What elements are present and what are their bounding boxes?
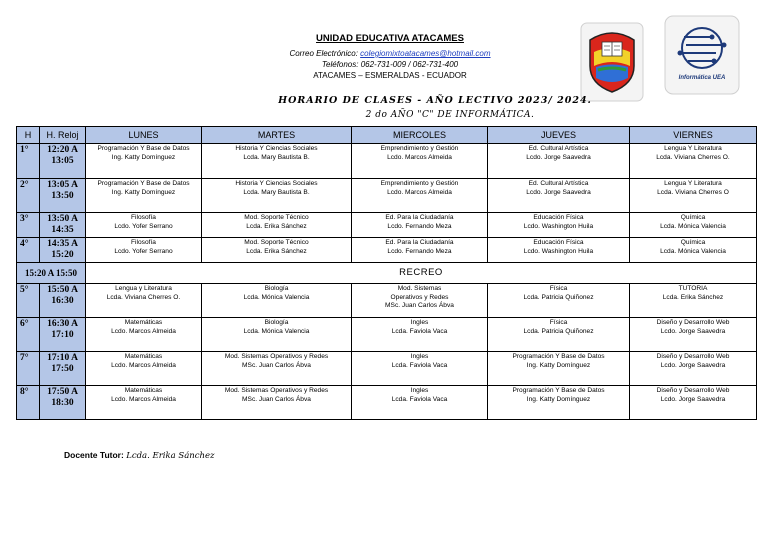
table-row xyxy=(17,352,757,386)
schedule-cell: Programación Y Base de Datos Ing. Katty Domínguez xyxy=(488,352,630,386)
column-header: H. Reloj xyxy=(40,127,86,144)
schedule-cell: Física Lcda. Patricia Quiñonez xyxy=(488,318,630,352)
table-row xyxy=(17,144,757,179)
schedule-cell: Lengua Y Literatura Lcda. Viviana Cherres O xyxy=(630,179,757,213)
period-number: 6° xyxy=(17,318,40,352)
schedule-cell: Educación Física Lcdo. Washington Huila xyxy=(488,213,630,238)
table-row xyxy=(17,318,757,352)
schedule-cell: Biología Lcda. Mónica Valencia xyxy=(202,318,352,352)
school-crest-logo xyxy=(580,22,644,102)
schedule-cell: Ed. Cultural Artística Lcdo. Jorge Saavedra xyxy=(488,144,630,179)
period-time: 17:50 A 18:30 xyxy=(40,386,86,420)
schedule-cell: TUTORIA Lcda. Erika Sánchez xyxy=(630,284,757,318)
phone-line: Teléfonos: 062-731-009 / 062-731-400 xyxy=(321,60,459,69)
recess-row xyxy=(17,263,757,284)
period-time: 12:20 A 13:05 xyxy=(40,144,86,179)
schedule-body xyxy=(17,144,757,420)
schedule-cell: Historia Y Ciencias Sociales Lcda. Mary Bautista B. xyxy=(202,179,352,213)
schedule-cell: Matemáticas Lcdo. Marcos Almeida xyxy=(86,352,202,386)
schedule-cell: Física Lcda. Patricia Quiñonez xyxy=(488,284,630,318)
recess-label: RECREO xyxy=(86,263,757,284)
schedule-cell: Diseño y Desarrollo Web Lcdo. Jorge Saavedra xyxy=(630,352,757,386)
schedule-cell: Biología Lcda. Mónica Valencia xyxy=(202,284,352,318)
circuit-icon xyxy=(664,15,740,95)
column-header: H xyxy=(17,127,40,144)
schedule-subtitle: 2 do AÑO "C" DE INFORMÁTICA. xyxy=(365,110,535,120)
schedule-cell: Mod. Sistemas Operativos y Redes MSc. Juan Carlos Ábva xyxy=(202,386,352,420)
schedule-cell: Ed. Para la Ciudadanía Lcdo. Fernando Meza xyxy=(352,238,488,263)
schedule-cell: Ingles Lcda. Faviola Vaca xyxy=(352,386,488,420)
schedule-cell: Mod. Soporte Técnico Lcda. Erika Sánchez xyxy=(202,213,352,238)
tutor-line xyxy=(64,450,215,461)
column-header: MIERCOLES xyxy=(352,127,488,144)
address-line: ATACAMES – ESMERALDAS - ECUADOR xyxy=(313,71,467,80)
column-header: JUEVES xyxy=(488,127,630,144)
schedule-cell: Programación Y Base de Datos Ing. Katty Domínguez xyxy=(86,144,202,179)
schedule-cell: Programación Y Base de Datos Ing. Katty Domínguez xyxy=(488,386,630,420)
schedule-cell: Programación Y Base de Datos Ing. Katty Domínguez xyxy=(86,179,202,213)
table-row xyxy=(17,213,757,238)
email-line xyxy=(230,48,550,59)
schedule-cell: Lengua y Literatura Lcda. Viviana Cherres O. xyxy=(86,284,202,318)
period-number: 3° xyxy=(17,213,40,238)
column-header: VIERNES xyxy=(630,127,757,144)
schedule-cell: Matemáticas Lcdo. Marcos Almeida xyxy=(86,386,202,420)
school-name: UNIDAD EDUCATIVA ATACAMES xyxy=(316,33,464,44)
email-link[interactable]: colegiomixtoatacames@hotmail.com xyxy=(360,49,491,58)
period-time: 13:05 A 13:50 xyxy=(40,179,86,213)
schedule-cell: Química Lcda. Mónica Valencia xyxy=(630,238,757,263)
period-number: 8° xyxy=(17,386,40,420)
schedule-cell: Ingles Lcda. Faviola Vaca xyxy=(352,352,488,386)
schedule-cell: Mod. Sistemas Operativos y Redes MSc. Juan Carlos Ábva xyxy=(202,352,352,386)
schedule-cell: Emprendimiento y Gestión Lcdo. Marcos Almeida xyxy=(352,144,488,179)
schedule-cell: Matemáticas Lcdo. Marcos Almeida xyxy=(86,318,202,352)
recess-time: 15:20 A 15:50 xyxy=(17,263,86,284)
table-row xyxy=(17,238,757,263)
schedule-cell: Mod. Sistemas Operativos y Redes MSc. Juan Carlos Ábva xyxy=(352,284,488,318)
tutor-name: Lcda. Erika Sánchez xyxy=(126,451,215,461)
table-row xyxy=(17,386,757,420)
email-label: Correo Electrónico: xyxy=(289,49,361,58)
schedule-cell: Filosofía Lcdo. Yofer Serrano xyxy=(86,213,202,238)
period-time: 17:10 A 17:50 xyxy=(40,352,86,386)
schedule-cell: Educación Física Lcdo. Washington Huila xyxy=(488,238,630,263)
table-header-row xyxy=(17,127,757,144)
informatica-logo xyxy=(664,15,740,95)
table-row xyxy=(17,284,757,318)
table-row xyxy=(17,179,757,213)
tutor-label: Docente Tutor: xyxy=(64,450,124,460)
schedule-cell: Ed. Cultural Artística Lcdo. Jorge Saavedra xyxy=(488,179,630,213)
schedule-table xyxy=(16,126,757,420)
period-number: 7° xyxy=(17,352,40,386)
column-header: MARTES xyxy=(202,127,352,144)
schedule-cell: Mod. Soporte Técnico Lcda. Erika Sánchez xyxy=(202,238,352,263)
period-time: 13:50 A 14:35 xyxy=(40,213,86,238)
schedule-cell: Emprendimiento y Gestión Lcdo. Marcos Almeida xyxy=(352,179,488,213)
period-time: 14:35 A 15:20 xyxy=(40,238,86,263)
schedule-cell: Diseño y Desarrollo Web Lcdo. Jorge Saavedra xyxy=(630,386,757,420)
schedule-cell: Historia Y Ciencias Sociales Lcda. Mary Bautista B. xyxy=(202,144,352,179)
schedule-cell: Lengua Y Literatura Lcda. Viviana Cherres O. xyxy=(630,144,757,179)
schedule-title: HORARIO DE CLASES - AÑO LECTIVO 2023/ 2024. xyxy=(278,95,592,106)
schedule-cell: Ingles Lcda. Faviola Vaca xyxy=(352,318,488,352)
informatica-logo-text: Informática UEA xyxy=(678,75,726,81)
schedule-cell: Química Lcda. Mónica Valencia xyxy=(630,213,757,238)
period-number: 5° xyxy=(17,284,40,318)
period-time: 15:50 A 16:30 xyxy=(40,284,86,318)
schedule-cell: Filosofía Lcdo. Yofer Serrano xyxy=(86,238,202,263)
period-number: 1° xyxy=(17,144,40,179)
period-number: 4° xyxy=(17,238,40,263)
schedule-cell: Ed. Para la Ciudadanía Lcdo. Fernando Meza xyxy=(352,213,488,238)
period-number: 2° xyxy=(17,179,40,213)
schedule-cell: Diseño y Desarrollo Web Lcdo. Jorge Saavedra xyxy=(630,318,757,352)
column-header: LUNES xyxy=(86,127,202,144)
period-time: 16:30 A 17:10 xyxy=(40,318,86,352)
